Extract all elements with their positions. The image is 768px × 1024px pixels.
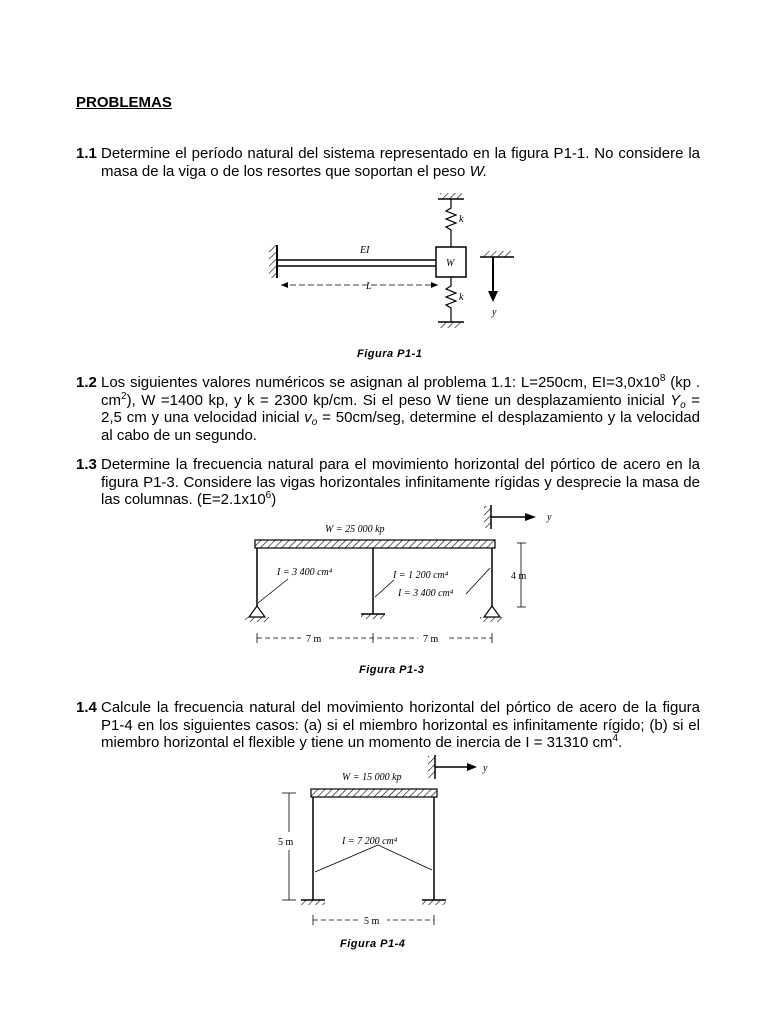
span-label-right: 7 m [423,634,439,645]
label-y: y [492,307,497,318]
y-arrow-head [488,291,498,302]
span-label-left: 7 m [306,634,322,645]
figure-p1-4-caption: Figura P1-4 [340,938,406,950]
leader-right [466,568,490,594]
rigid-beam [255,540,495,548]
ref-ground-hatch [482,251,512,257]
ground-hatch-middle [361,614,385,619]
top-spring [446,199,456,247]
section-heading: PROBLEMAS [76,94,172,111]
inertia-label: I = 7 200 cm⁴ [342,836,398,847]
pinned-support-right [484,606,500,617]
figure-p1-1 [260,190,520,360]
ref-wall-hatch [484,506,491,528]
problem-number: 1.1 [76,145,97,162]
load-label: W = 15 000 kp [342,772,402,783]
problem-text: Calcule la frecuencia natural del movimiento horizontal del pórtico de acero de la figura P1-4 en los siguientes casos: (a) si el miembro horizontal es infinitamente rígido; (b) si el miembro horizontal el flexible y tiene un momento de inercia de I = 31310 $cm^4$. [101,699,700,751]
problem-1-4 [76,699,700,752]
label-ei: EI [360,245,370,256]
leader-left [315,845,378,872]
ground-hatch-right [480,617,504,622]
arrow-right [431,282,438,288]
y-arrow-head [467,763,477,771]
problem-1-1 [76,145,700,180]
load-label: W = 25 000 kp [325,524,385,535]
label-w: W [446,258,455,269]
figure-p1-1-caption: Figura P1-1 [357,348,423,360]
inertia-right: I = 3 400 cm⁴ [398,588,454,599]
label-y: y [547,512,552,523]
arrow-left [281,282,288,288]
y-arrow-head [525,513,536,521]
inertia-middle: I = 1 200 cm⁴ [393,570,449,581]
top-ground-hatch [440,193,462,199]
span-label: 5 m [364,916,380,927]
pinned-support-left [249,606,265,617]
label-y: y [483,763,488,774]
problem-text: Determine la frecuencia natural para el movimiento horizontal del pórtico de acero en la figura P1-3. Considere las vigas horizontales infinitamente rígidas y desprecie la masa de las columnas. $(E=2.1x10^6)$ [101,456,700,508]
ground-hatch-left [245,617,269,622]
leader-right [378,845,432,870]
figure-p1-4-drawing [270,752,500,937]
problem-1-2 [76,374,700,444]
inertia-left: I = 3 400 cm⁴ [277,567,333,578]
ground-hatch-left [301,900,325,905]
leader-left [258,579,288,603]
figure-p1-3-caption: Figura P1-3 [359,664,425,676]
leader-middle [375,580,394,597]
figure-p1-4 [270,752,500,950]
height-label: 5 m [278,837,294,848]
ground-hatch-right [422,900,446,905]
ref-wall-hatch [428,756,435,778]
label-k-top: k [459,214,464,225]
label-l: L [366,281,372,292]
height-label: 4 m [511,571,527,582]
problem-text: Determine el período natural del sistema representado en la figura P1-1. No considere la masa de la viga o de los resortes que soportan el peso W. [101,145,700,180]
bottom-ground-hatch [440,322,462,328]
figure-p1-3 [230,500,560,676]
problem-number: 1.2 [76,374,97,391]
figure-p1-3-drawing [230,500,560,660]
wall-hatch [269,245,277,278]
rigid-beam [311,789,437,797]
figure-p1-1-drawing [260,190,520,340]
problem-number: 1.3 [76,456,97,473]
label-k-bottom: k [459,292,464,303]
bottom-spring [446,277,456,322]
problem-text: Los siguientes valores numéricos se asignan al problema 1.1: L=250cm, $EI=3,0x10^8$ (kp . $cm^2$), W =1400 kp, y k = 2300 kp/cm. Si el peso W tiene un desplazamiento inicial $Y_o = 2,5$ cm y una velocidad inicial $v_o = 50cm/seg$, determine el desplazamiento y la velocidad al cabo de un segundo. [101,373,701,444]
problem-number: 1.4 [76,699,97,716]
